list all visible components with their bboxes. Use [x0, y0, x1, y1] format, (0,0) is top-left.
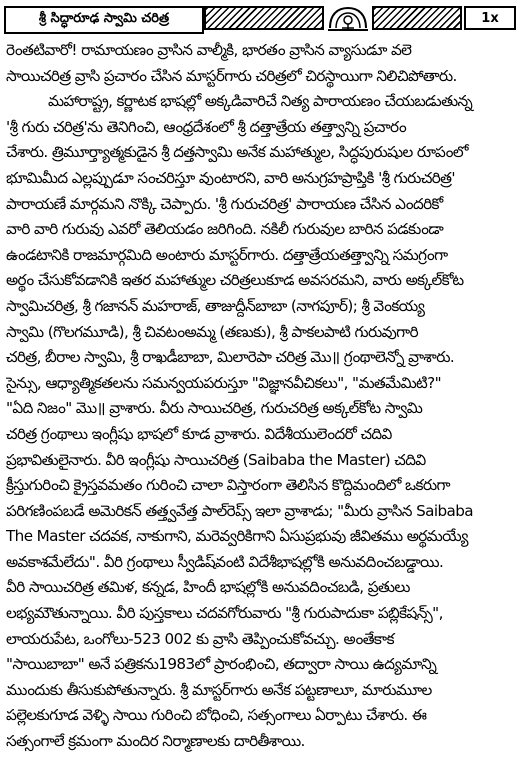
text-line: ముందుకు తీసుకుపోతున్నారు. శ్రీ మాస్టర్‌గారు అనేక పట్టణాలూ, మారుమూల [6, 680, 432, 699]
text-line: అవకాశమేలేదు". వీరి గ్రంథాలు స్వీడిష్‌వంటి విదేశీభాషల్లోకి అనువదించబడ్డాయి. [6, 552, 444, 571]
text-line: లభ్యమౌతున్నాయి. వీరి పుస్తకాలు చదవగోరువారు "శ్రీ గురుపాదుకా పబ్లికేషన్స్", [6, 604, 443, 623]
header-hatch-right [372, 6, 462, 30]
text-line: సాయిచరిత్ర వ్రాసి ప్రచారం చేసిన మాస్టర్‌గారు చరిత్రలో చిరస్థాయిగా నిలిచిపోతారు. [6, 66, 457, 85]
text-line: క్రీస్తుగురించి క్రైస్తవమతం గురించి చాలా విస్తారంగా తెలిసిన కొద్దిమందిలో ఒకరుగా [6, 476, 450, 495]
text-line: వారి వారి గురువు ఎవరో తెలియడం జరిగింది. నకిలీ గురువుల బారిన పడకుండా [6, 220, 444, 239]
text-line: ప్రభావితులైనారు. వీరి ఇంగ్లీషు సాయిచరిత్ర (Saibaba the Master) చదివి [6, 450, 426, 469]
text-line: స్వామిచరిత్ర, శ్రీ గజానన్ మహరాజ్, తాజుద్దీన్‌బాబా (నాగపూర్); శ్రీ వెంకయ్య [6, 296, 425, 315]
text-line: స్వామి (గొలగమూడి), శ్రీ చివటంఅమ్మ (తణుకు), శ్రీ పాకలపాటి గురువుగారి [6, 322, 418, 341]
text-line: లాయరుపేట, ఒంగోలు-523 002 కు వ్రాసి తెప్పించుకోవచ్చు. అంతేకాక [6, 629, 394, 648]
page-header [4, 4, 516, 34]
running-title: శ్రీ సిద్ధారూఢ స్వామి చరిత్ర [4, 6, 204, 34]
text-line: "సాయిబాబా" అనే పత్రికను1983లో ప్రారంభించి, తద్వారా సాయి ఉద్యమాన్ని [6, 655, 437, 674]
text-line: పరిగణింపబడే అమెరికన్ తత్త్వవేత్త పాల్‌రెప్స్ ఇలా వ్రాశాడు; "మీరు వ్రాసిన Saibaba [6, 501, 473, 520]
text-line: చేశారు. త్రిమూర్త్యాత్మకుడైన శ్రీ దత్తస్వామి అనేక మహాత్ముల, సిద్ధపురుషుల రూపంలో [6, 143, 468, 162]
text-line: సత్సంగాలే క్రమంగా మందిర నిర్మాణాలకు దారితీశాయి. [6, 732, 305, 751]
text-line: The Master చదవక, నాకుగాని, మరెవ్వరికిగాని ఏసుప్రభువు జీవితము అర్థమయ్యే [6, 527, 468, 546]
text-line: చరిత్ర, బీరాల స్వామి, శ్రీ రాఖడీబాబా, మిలారెపా చరిత్ర మొ॥ గ్రంథాలెన్నో వ్రాశారు. [6, 348, 455, 367]
text-line: భూమిమీద ఎల్లప్పుడూ సంచరిస్తూ వుంటారని, వారి అనుగ్రహప్రాప్తికి 'శ్రీ గురుచరిత్ర' [6, 168, 455, 187]
text-line: సైన్సు, ఆధ్యాత్మికతలను సమన్వయపరుస్తూ "విజ్ఞానవీచికలు", "మతమేమిటి?" [6, 373, 442, 392]
body-text [6, 38, 514, 756]
ornament-emblem-icon [326, 4, 370, 32]
text-line: పల్లెలకుగూడ వెళ్ళి సాయి గురించి బోధించి, సత్సంగాలు ఏర్పాటు చేశారు. ఈ [6, 706, 427, 725]
text-line: చరిత్ర గ్రంథాలు ఇంగ్లీషు భాషలో కూడ వ్రాశారు. విదేశీయులెందరో చదివి [6, 424, 392, 443]
page-number: 1x [464, 6, 516, 30]
text-line: అర్థం చేసుకోవడానికి ఇతర మహాత్ముల చరిత్రలుకూడ అవసరమని, వారు అక్కల్‌కోట [6, 271, 464, 290]
text-line: వీరి సాయిచరిత్ర తమిళ, కన్నడ, హిందీ భాషల్లోకి అనువదించబడి, ప్రతులు [6, 578, 410, 597]
text-line: 'శ్రీ గురు చరిత్ర'ను తెనిగించి, ఆంధ్రదేశంలో శ్రీ దత్తాత్రేయ తత్త్వాన్ని ప్రచారం [6, 117, 407, 136]
text-line: రెంతటివారో! రామాయణం వ్రాసిన వాల్మీకి, భారతం వ్రాసిన వ్యాసుడూ వలె [6, 41, 412, 59]
text-line: పారాయణే మార్గమని నొక్కి చెప్పారు. 'శ్రీ గురుచరిత్ర' పారాయణ చేసిన ఎందరికో [6, 194, 443, 213]
text-line: ఉండటానికి రాజమార్గమిది అంటారు మాస్టర్‌గారు. దత్తాత్రేయతత్త్వాన్ని సమగ్రంగా [6, 245, 448, 264]
header-hatch-left [204, 6, 324, 30]
text-line: "ఏది నిజం" మొ॥ వ్రాశారు. వీరు సాయిచరిత్ర, గురుచరిత్ర అక్కల్‌కోట స్వామి [6, 399, 423, 418]
text-line: మహారాష్ట్ర, కర్ణాటక భాషల్లో అక్కడివారిచే నిత్య పారాయణం చేయబడుతున్న [48, 92, 473, 111]
